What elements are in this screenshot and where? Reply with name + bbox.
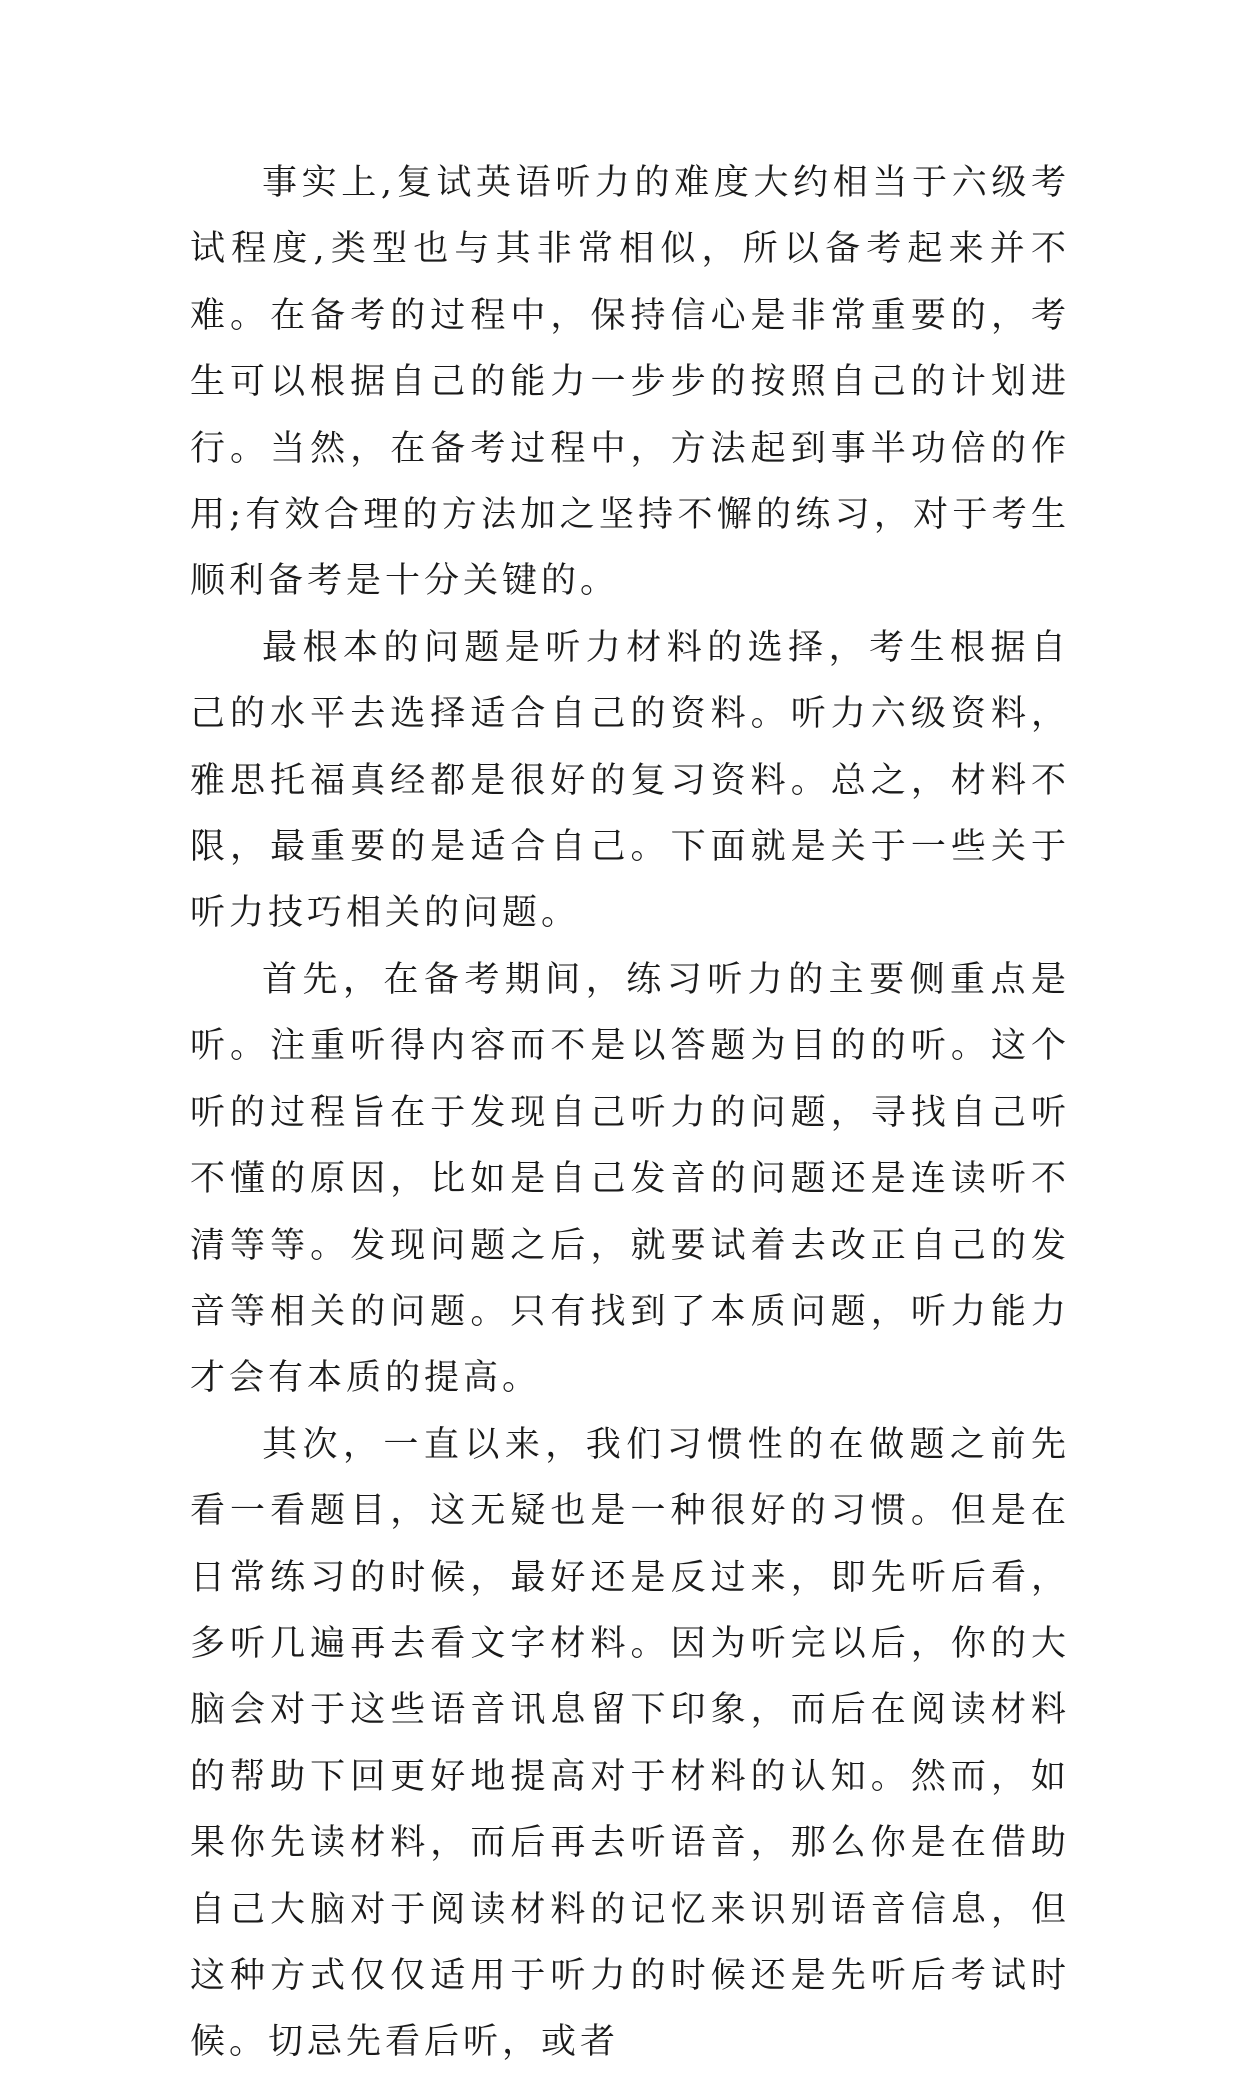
- paragraph-3: 首先，在备考期间，练习听力的主要侧重点是听。注重听得内容而不是以答题为目的的听。这个听的过程旨在于发现自己听力的问题，寻找自己听不懂的原因，比如是自己发音的问题还是连读听不清等等。发现问题之后，就要试着去改正自己的发音等相关的问题。只有找到了本质问题，听力能力才会有本质的提高。: [190, 959, 1070, 1399]
- paragraph-2: 最根本的问题是听力材料的选择，考生根据自己的水平去选择适合自己的资料。听力六级资料，雅思托福真经都是很好的复习资料。总之，材料不限，最重要的是适合自己。下面就是关于一些关于听力技巧相关的问题。: [190, 627, 1070, 934]
- document-body: [190, 150, 1070, 2076]
- paragraph-4: 其次，一直以来，我们习惯性的在做题之前先看一看题目，这无疑也是一种很好的习惯。但是在日常练习的时候，最好还是反过来，即先听后看，多听几遍再去看文字材料。因为听完以后，你的大脑会对于这些语音讯息留下印象，而后在阅读材料的帮助下回更好地提高对于材料的认知。然而，如果你先读材料，而后再去听语音，那么你是在借助自己大脑对于阅读材料的记忆来识别语音信息，但这种方式仅仅适用于听力的时候还是先听后考试时候。切忌先看后听，或者: [190, 1424, 1070, 2063]
- paragraph-1: 事实上,复试英语听力的难度大约相当于六级考试程度,类型也与其非常相似，所以备考起来并不难。在备考的过程中，保持信心是非常重要的，考生可以根据自己的能力一步步的按照自己的计划进行。当然，在备考过程中，方法起到事半功倍的作用;有效合理的方法加之坚持不懈的练习，对于考生顺利备考是十分关键的。: [190, 163, 1070, 602]
